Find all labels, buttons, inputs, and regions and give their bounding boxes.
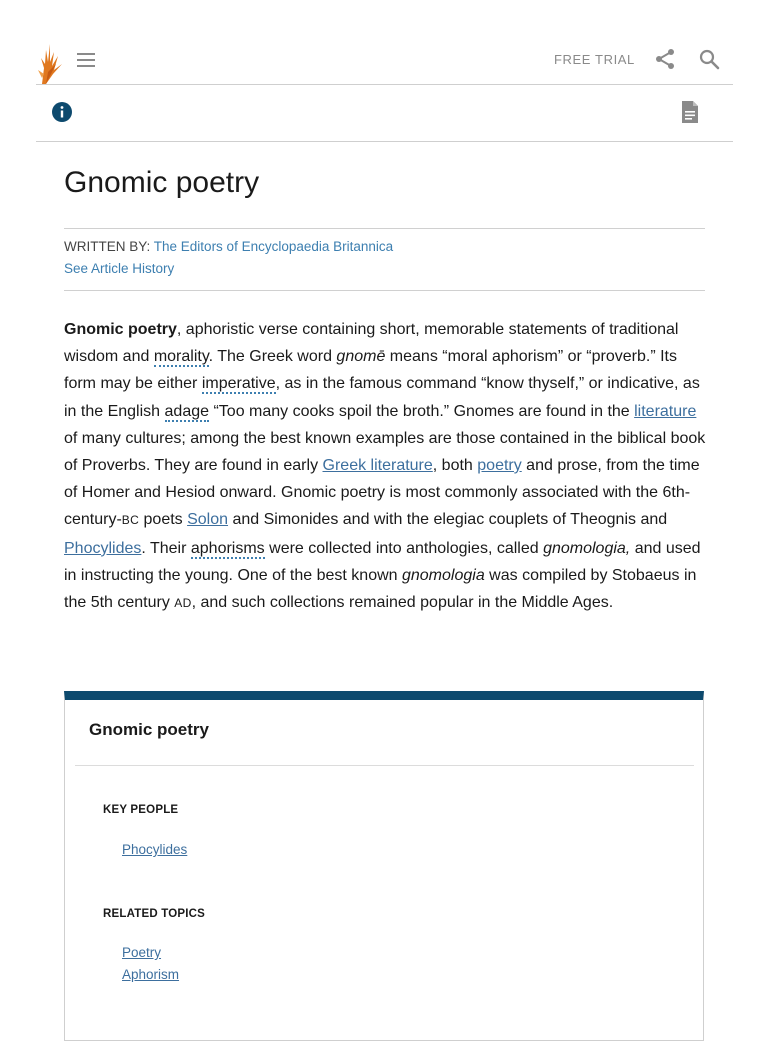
text-run: were collected into anthologies, called (264, 539, 544, 557)
author-link[interactable]: The Editors of Encyclopaedia Britannica (153, 239, 394, 254)
article-link[interactable]: Greek literature (322, 457, 433, 475)
era-abbreviation: BC (121, 513, 140, 528)
related-topics-heading: RELATED TOPICS (103, 908, 206, 920)
article-link[interactable]: poetry (477, 457, 522, 475)
search-icon[interactable] (698, 48, 720, 70)
facts-box-title: Gnomic poetry (89, 720, 209, 739)
text-run: . The Greek word (208, 348, 337, 366)
article-history-link[interactable]: See Article History (64, 261, 175, 276)
page-title: Gnomic poetry (64, 166, 260, 199)
text-run: “Too many cooks spoil the broth.” Gnomes are found in the (209, 402, 635, 420)
related-topic-link[interactable]: Aphorism (122, 967, 180, 982)
dictionary-term-link[interactable]: morality (153, 348, 209, 366)
dictionary-term-link[interactable]: adage (164, 402, 210, 420)
quick-facts-box (64, 691, 704, 1041)
share-icon[interactable] (654, 48, 676, 70)
article-link[interactable]: Solon (187, 511, 229, 529)
info-icon[interactable] (51, 101, 73, 123)
history-line (64, 261, 174, 276)
key-people-heading: KEY PEOPLE (103, 804, 179, 816)
article-link[interactable]: Phocylides (64, 539, 142, 557)
era-abbreviation: AD (174, 596, 192, 611)
text-run: , both (432, 457, 478, 475)
britannica-thistle-logo-icon[interactable] (36, 40, 64, 84)
text-run: , as in the famous command “know thyself,” or indicative, as in the English (64, 375, 700, 420)
text-run: and used in instructing the young. One of the best known (64, 539, 701, 584)
text-run: means “moral aphorism” or “proverb.” Its form may be either (64, 348, 677, 393)
top-bar (36, 36, 733, 85)
article-toolbar (36, 85, 733, 142)
dictionary-term-link[interactable]: imperative (201, 375, 276, 393)
related-topic-link[interactable]: Poetry (122, 945, 162, 960)
text-run: and prose, from the time of Homer and Hesiod onward. Gnomic poetry is most commonly associated with the 6th-century- (64, 457, 700, 529)
free-trial-link[interactable]: FREE TRIAL (554, 52, 635, 67)
italic-term: gnomologia (401, 566, 485, 584)
text-run: . Their (141, 539, 191, 557)
article-link[interactable]: literature (634, 402, 697, 420)
text-run: poets (139, 511, 188, 529)
document-icon[interactable] (680, 100, 700, 124)
text-run: , aphoristic verse containing short, memorable statements of traditional wisdom and (64, 321, 679, 366)
text-run: , and such collections remained popular in the Middle Ages. (191, 594, 614, 612)
dictionary-term-link[interactable]: aphorisms (190, 539, 265, 557)
text-run: was compiled by Stobaeus in the 5th century (64, 566, 697, 612)
key-person-link[interactable]: Phocylides (122, 842, 188, 857)
written-by-label: WRITTEN BY: (64, 239, 151, 254)
text-run: and Simonides and with the elegiac couplets of Theognis and (228, 511, 668, 529)
article-paragraph (64, 316, 709, 617)
italic-term: gnomologia, (543, 539, 631, 557)
byline (64, 228, 705, 291)
text-run: of many cultures; among the best known examples are those contained in the biblical book of Proverbs. They are found in early (64, 429, 706, 475)
hamburger-menu-icon[interactable] (76, 50, 96, 70)
italic-term: gnomē (336, 348, 386, 366)
bold-term: Gnomic poetry (64, 321, 177, 338)
facts-divider (75, 765, 694, 766)
written-by-line (64, 239, 393, 254)
